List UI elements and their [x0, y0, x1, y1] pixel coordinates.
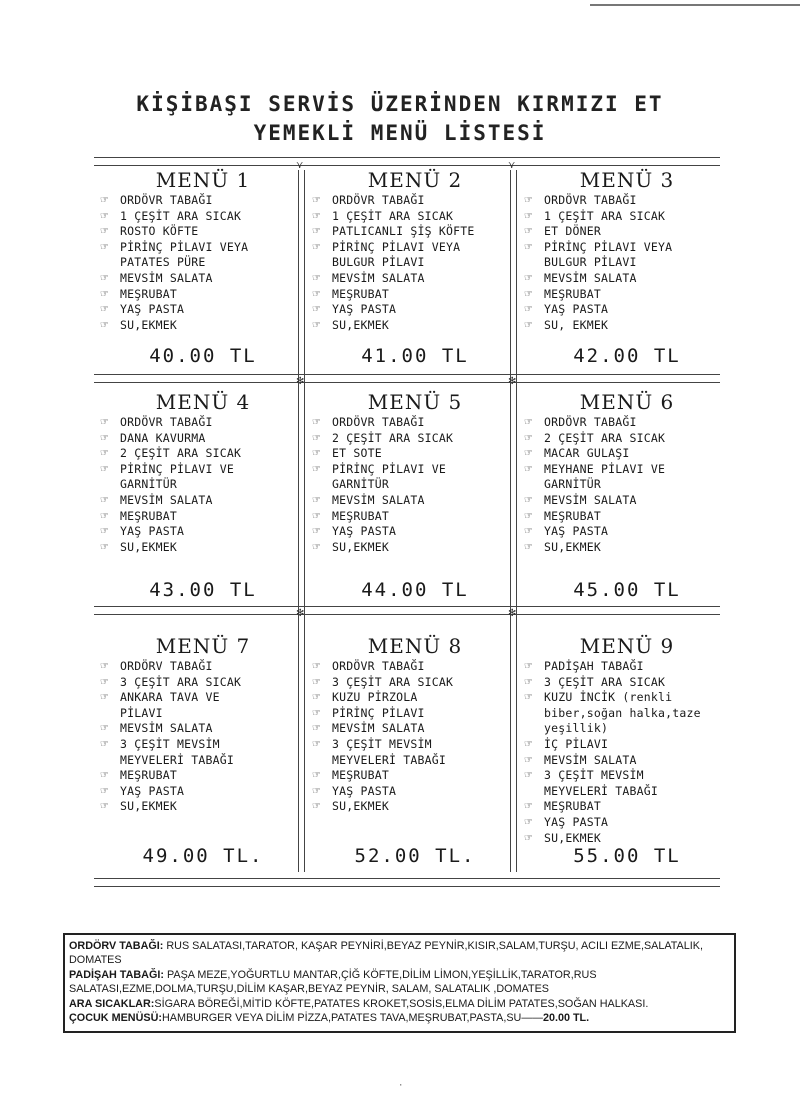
- hand-pointer-icon: ☞: [100, 692, 110, 704]
- hand-pointer-icon: ☞: [100, 210, 110, 222]
- menu-item-text: MEVSİM SALATA: [332, 270, 425, 285]
- page-mark: ·: [398, 1081, 404, 1091]
- menu-price: 41.00 TL: [361, 345, 469, 367]
- divider-row2: [94, 606, 720, 615]
- menu-item: [100, 721, 306, 737]
- ornament-icon: ⋎: [508, 160, 516, 171]
- hand-pointer-icon: ☞: [100, 319, 110, 331]
- menu-item-text: SU,EKMEK: [544, 539, 601, 554]
- menu-card-2: [312, 167, 518, 367]
- menu-item: [100, 240, 306, 271]
- menu-item: [312, 224, 518, 240]
- hand-pointer-icon: ☞: [524, 417, 534, 428]
- menu-items: [312, 193, 518, 333]
- menu-item: [524, 318, 730, 334]
- legend-label: ORDÖRV TABAĞI:: [69, 940, 164, 952]
- hand-pointer-icon: ☞: [524, 463, 534, 475]
- hand-pointer-icon: ☞: [100, 417, 110, 428]
- hand-pointer-icon: ☞: [312, 304, 322, 316]
- menu-item-text: ORDÖVR TABAĞI: [544, 415, 637, 429]
- hand-pointer-icon: ☞: [100, 226, 110, 238]
- menu-item-text: PADİŞAH TABAĞI: [544, 659, 644, 673]
- hand-pointer-icon: ☞: [524, 676, 534, 688]
- menu-item: [524, 240, 730, 271]
- legend-label: ARA SICAKLAR:: [69, 997, 155, 1010]
- menu-item-text: 3 ÇEŞİT ARA SICAK: [544, 674, 666, 689]
- menu-item: [524, 659, 730, 675]
- menu-item-text: 3 ÇEŞİT MEVSİM MEYVELERİ TABAĞI: [544, 768, 658, 798]
- hand-pointer-icon: ☞: [100, 288, 110, 300]
- legend-text: RUS SALATASI,TARATOR, KAŞAR PEYNİRİ,BEYAZ PEYNİR,KISIR,SALAM,TURŞU, ACILI EZME,SALATALIK, DOMATES: [69, 940, 703, 967]
- menu-item: [312, 271, 518, 287]
- menu-item-text: YAŞ PASTA: [332, 783, 397, 798]
- legend-ordovr: [69, 939, 730, 968]
- hand-pointer-icon: ☞: [524, 195, 534, 206]
- hand-pointer-icon: ☞: [312, 448, 322, 460]
- ornament-icon: ✻: [508, 376, 517, 387]
- menu-item-text: YAŞ PASTA: [332, 302, 397, 317]
- menu-item: [524, 509, 730, 525]
- legend-ara-sicak: [69, 997, 730, 1011]
- legend-label: ÇOCUK MENÜSÜ:: [69, 1012, 162, 1025]
- menu-item: [312, 706, 518, 722]
- menu-item-text: 1 ÇEŞİT ARA SICAK: [120, 208, 242, 223]
- hand-pointer-icon: ☞: [524, 494, 534, 506]
- menu-item-text: MEŞRUBAT: [544, 508, 601, 523]
- menu-item-text: 3 ÇEŞİT MEVSİM MEYVELERİ TABAĞI: [120, 736, 234, 767]
- menu-item: [100, 446, 306, 462]
- menu-item-text: 3 ÇEŞİT ARA SICAK: [120, 674, 242, 689]
- menu-item: [100, 224, 306, 240]
- menu-item-text: 2 ÇEŞİT ARA SICAK: [544, 430, 666, 445]
- menu-item-text: ORDÖVR TABAĞI: [332, 415, 425, 429]
- menu-price: 55.00 TL: [573, 845, 681, 867]
- hand-pointer-icon: ☞: [524, 319, 534, 331]
- menu-item: [524, 209, 730, 225]
- menu-item: [100, 509, 306, 525]
- hand-pointer-icon: ☞: [312, 707, 322, 719]
- menu-item-text: MEVSİM SALATA: [544, 270, 637, 285]
- menu-item-text: MEVSİM SALATA: [332, 492, 425, 507]
- menu-item-text: YAŞ PASTA: [544, 302, 609, 317]
- menu-title: MENÜ 6: [579, 390, 675, 414]
- menu-item: [312, 737, 518, 768]
- menu-price: 42.00 TL: [573, 345, 681, 367]
- hand-pointer-icon: ☞: [524, 226, 534, 238]
- menu-item-text: ORDÖRV TABAĞI: [120, 659, 213, 673]
- menu-title: MENÜ 1: [155, 168, 251, 192]
- menu-item-text: ORDÖVR TABAĞI: [332, 659, 425, 673]
- menu-item: [524, 287, 730, 303]
- hand-pointer-icon: ☞: [312, 319, 322, 331]
- menu-item-text: DANA KAVURMA: [120, 430, 206, 445]
- menu-item-text: PİRİNÇ PİLAVI VE GARNİTÜR: [332, 461, 446, 492]
- menu-item: [524, 302, 730, 318]
- menu-item: [524, 493, 730, 509]
- menu-item: [100, 675, 306, 691]
- menu-item-text: İÇ PİLAVI: [544, 736, 609, 751]
- menu-price: 52.00 TL.: [354, 845, 476, 867]
- menu-item-text: MEŞRUBAT: [332, 286, 389, 301]
- menu-item: [312, 318, 518, 334]
- menu-card-6: [524, 389, 730, 601]
- menu-items: [312, 659, 518, 815]
- hand-pointer-icon: ☞: [524, 661, 534, 672]
- menu-card-9: [524, 633, 730, 867]
- menu-price: 44.00 TL: [361, 579, 469, 601]
- menu-item-text: MEŞRUBAT: [332, 508, 389, 523]
- menu-item: [524, 753, 730, 769]
- menu-item: [312, 287, 518, 303]
- menu-item-text: MEŞRUBAT: [120, 508, 177, 523]
- menu-item: [524, 815, 730, 831]
- menu-item-text: SU, EKMEK: [544, 317, 609, 332]
- hand-pointer-icon: ☞: [100, 195, 110, 206]
- hand-pointer-icon: ☞: [100, 676, 110, 688]
- hand-pointer-icon: ☞: [312, 676, 322, 688]
- menu-item: [100, 415, 306, 431]
- divider-top: [94, 157, 720, 166]
- menu-item-text: ORDÖVR TABAĞI: [120, 415, 213, 429]
- menu-item: [100, 318, 306, 334]
- menu-price: 49.00 TL.: [142, 845, 264, 867]
- menu-item-text: 3 ÇEŞİT MEVSİM MEYVELERİ TABAĞI: [332, 736, 446, 767]
- menu-title: MENÜ 9: [579, 634, 675, 658]
- hand-pointer-icon: ☞: [312, 785, 322, 797]
- hand-pointer-icon: ☞: [100, 801, 110, 813]
- menu-item: [100, 209, 306, 225]
- hand-pointer-icon: ☞: [524, 738, 534, 750]
- menu-card-1: [100, 167, 306, 367]
- hand-pointer-icon: ☞: [312, 510, 322, 522]
- legend-box: [63, 933, 736, 1033]
- hand-pointer-icon: ☞: [100, 723, 110, 735]
- menu-item: [524, 415, 730, 431]
- menu-item-text: MEŞRUBAT: [120, 768, 177, 783]
- hand-pointer-icon: ☞: [312, 241, 322, 253]
- ornament-icon: ⋎: [296, 160, 304, 171]
- hand-pointer-icon: ☞: [312, 661, 322, 672]
- hand-pointer-icon: ☞: [524, 754, 534, 766]
- hand-pointer-icon: ☞: [524, 510, 534, 522]
- menu-item: [312, 509, 518, 525]
- menu-price: 43.00 TL: [149, 579, 257, 601]
- menu-title: MENÜ 4: [155, 390, 251, 414]
- menu-items: [524, 659, 730, 846]
- menu-item: [312, 768, 518, 784]
- menu-item: [100, 193, 306, 209]
- legend-text: SİGARA BÖREĞİ,MİTİD KÖFTE,PATATES KROKET,SOSİS,ELMA DİLİM PATATES,SOĞAN HALKASI.: [154, 997, 649, 1010]
- hand-pointer-icon: ☞: [312, 692, 322, 704]
- menu-item-text: ORDÖVR TABAĞI: [120, 193, 213, 207]
- menu-item: [312, 415, 518, 431]
- menu-item-text: PİRİNÇ PİLAVI VE GARNİTÜR: [120, 461, 234, 492]
- menu-item-text: MEŞRUBAT: [544, 799, 601, 814]
- menu-item-text: PATLICANLI ŞİŞ KÖFTE: [332, 224, 475, 239]
- menu-card-7: [100, 633, 306, 867]
- hand-pointer-icon: ☞: [100, 463, 110, 475]
- menu-item: [100, 690, 306, 721]
- menu-item-text: PİRİNÇ PİLAVI: [332, 705, 425, 720]
- hand-pointer-icon: ☞: [312, 432, 322, 444]
- menu-item: [312, 431, 518, 447]
- menu-item-text: MEVSİM SALATA: [120, 270, 213, 285]
- menu-item: [100, 271, 306, 287]
- menu-title: MENÜ 8: [367, 634, 463, 658]
- menu-item: [524, 540, 730, 556]
- menu-item-text: 2 ÇEŞİT ARA SICAK: [120, 446, 242, 461]
- hand-pointer-icon: ☞: [312, 541, 322, 553]
- hand-pointer-icon: ☞: [524, 526, 534, 538]
- menu-item: [100, 524, 306, 540]
- menu-title: MENÜ 3: [579, 168, 675, 192]
- ornament-icon: ✻: [296, 376, 305, 387]
- hand-pointer-icon: ☞: [100, 448, 110, 460]
- menu-item-text: PİRİNÇ PİLAVI VEYA BULGUR PİLAVI: [332, 239, 461, 270]
- menu-item-text: MEVSİM SALATA: [120, 721, 213, 736]
- hand-pointer-icon: ☞: [312, 195, 322, 206]
- menu-item-text: 2 ÇEŞİT ARA SICAK: [332, 430, 454, 445]
- menu-card-5: [312, 389, 518, 601]
- legend-cocuk: [69, 1011, 730, 1025]
- menu-item: [312, 799, 518, 815]
- hand-pointer-icon: ☞: [524, 770, 534, 782]
- hand-pointer-icon: ☞: [100, 785, 110, 797]
- menu-item: [100, 431, 306, 447]
- menu-item: [312, 675, 518, 691]
- menu-price: 40.00 TL: [149, 345, 257, 367]
- hand-pointer-icon: ☞: [312, 288, 322, 300]
- menu-item-text: 1 ÇEŞİT ARA SICAK: [544, 208, 666, 223]
- menu-item: [312, 659, 518, 675]
- menu-item-text: KUZU İNCİK (renkli biber,soğan halka,taze yeşillik): [544, 690, 701, 736]
- menu-item: [100, 799, 306, 815]
- menu-item-text: SU,EKMEK: [120, 317, 177, 332]
- hand-pointer-icon: ☞: [312, 463, 322, 475]
- menu-item: [312, 302, 518, 318]
- menu-item-text: 3 ÇEŞİT ARA SICAK: [332, 674, 454, 689]
- menu-item: [100, 784, 306, 800]
- menu-item: [312, 493, 518, 509]
- scan-mark: [590, 4, 800, 6]
- menu-item-text: ANKARA TAVA VE PİLAVI: [120, 690, 220, 720]
- hand-pointer-icon: ☞: [312, 526, 322, 538]
- hand-pointer-icon: ☞: [100, 661, 110, 672]
- menu-item: [100, 659, 306, 675]
- menu-items: [312, 415, 518, 555]
- hand-pointer-icon: ☞: [312, 801, 322, 813]
- menu-item-text: YAŞ PASTA: [120, 302, 185, 317]
- hand-pointer-icon: ☞: [312, 226, 322, 238]
- menu-item: [524, 831, 730, 847]
- hand-pointer-icon: ☞: [312, 210, 322, 222]
- menu-item-text: YAŞ PASTA: [544, 814, 609, 829]
- ornament-icon: ✻: [508, 608, 517, 619]
- menu-item-text: MEVSİM SALATA: [332, 721, 425, 736]
- menu-items: [524, 193, 730, 333]
- hand-pointer-icon: ☞: [100, 241, 110, 253]
- menu-card-4: [100, 389, 306, 601]
- menu-item: [524, 446, 730, 462]
- menu-items: [524, 415, 730, 555]
- menu-item: [524, 224, 730, 240]
- menu-item-text: YAŞ PASTA: [544, 524, 609, 539]
- hand-pointer-icon: ☞: [524, 801, 534, 813]
- menu-title: MENÜ 2: [367, 168, 463, 192]
- menu-item: [524, 768, 730, 799]
- menu-item: [524, 799, 730, 815]
- hand-pointer-icon: ☞: [524, 432, 534, 444]
- legend-text: HAMBURGER VEYA DİLİM PİZZA,PATATES TAVA,MEŞRUBAT,PASTA,SU——: [161, 1012, 543, 1025]
- menu-item-text: ORDÖVR TABAĞI: [332, 193, 425, 207]
- menu-item: [524, 524, 730, 540]
- menu-item: [312, 446, 518, 462]
- menu-item: [312, 721, 518, 737]
- hand-pointer-icon: ☞: [100, 432, 110, 444]
- hand-pointer-icon: ☞: [100, 272, 110, 284]
- hand-pointer-icon: ☞: [524, 832, 534, 844]
- menu-item-text: YAŞ PASTA: [120, 524, 185, 539]
- menu-item-text: SU,EKMEK: [332, 539, 389, 554]
- menu-item: [100, 737, 306, 768]
- hand-pointer-icon: ☞: [100, 738, 110, 750]
- menu-card-3: [524, 167, 730, 367]
- menu-price: 45.00 TL: [573, 579, 681, 601]
- hand-pointer-icon: ☞: [100, 770, 110, 782]
- menu-item: [312, 540, 518, 556]
- hand-pointer-icon: ☞: [100, 541, 110, 553]
- menu-item: [524, 737, 730, 753]
- menu-items: [100, 193, 306, 333]
- menu-item: [524, 462, 730, 493]
- legend-label: PADİŞAH TABAĞI:: [69, 968, 164, 981]
- hand-pointer-icon: ☞: [312, 723, 322, 735]
- menu-item: [100, 540, 306, 556]
- menu-item-text: MEYHANE PİLAVI VE GARNİTÜR: [544, 461, 666, 492]
- hand-pointer-icon: ☞: [524, 816, 534, 828]
- menu-item-text: ORDÖVR TABAĞI: [544, 193, 637, 207]
- menu-item-text: SU,EKMEK: [332, 317, 389, 332]
- hand-pointer-icon: ☞: [524, 272, 534, 284]
- menu-card-8: [312, 633, 518, 867]
- divider-row1: [94, 374, 720, 383]
- menu-items: [100, 415, 306, 555]
- menu-item-text: 1 ÇEŞİT ARA SICAK: [332, 208, 454, 223]
- menu-item: [312, 690, 518, 706]
- hand-pointer-icon: ☞: [312, 272, 322, 284]
- hand-pointer-icon: ☞: [312, 494, 322, 506]
- page-title-line2: YEMEKLİ MENÜ LİSTESİ: [253, 121, 547, 145]
- menu-item: [524, 675, 730, 691]
- menu-item-text: ET SOTE: [332, 446, 382, 461]
- menu-item-text: YAŞ PASTA: [120, 783, 185, 798]
- legend-padisah: [69, 968, 730, 997]
- menu-item-text: PİRİNÇ PİLAVI VEYA BULGUR PİLAVI: [544, 239, 673, 270]
- menu-item: [100, 768, 306, 784]
- menu-item-text: MACAR GULAŞI: [544, 446, 630, 461]
- menu-item: [312, 462, 518, 493]
- legend-text: PAŞA MEZE,YOĞURTLU MANTAR,ÇİĞ KÖFTE,DİLİM LİMON,YEŞİLLİK,TARATOR,RUS SALATASI,EZME,DOLMA,TURŞU,DİLİM KAŞAR,BEYAZ PEYNİR, SALAM, SALATALIK ,DOMATES: [69, 968, 597, 996]
- menu-item-text: SU,EKMEK: [544, 830, 601, 845]
- menu-item: [100, 462, 306, 493]
- menu-item: [524, 431, 730, 447]
- menu-item-text: MEŞRUBAT: [120, 286, 177, 301]
- menu-title: MENÜ 5: [367, 390, 463, 414]
- hand-pointer-icon: ☞: [524, 692, 534, 704]
- kids-menu-price: 20.00 TL.: [542, 1012, 590, 1025]
- menu-item-text: ROSTO KÖFTE: [120, 224, 199, 239]
- menu-item-text: SU,EKMEK: [332, 799, 389, 814]
- menu-item-text: PİRİNÇ PİLAVI VEYA PATATES PÜRE: [120, 239, 249, 270]
- hand-pointer-icon: ☞: [312, 738, 322, 750]
- menu-item: [524, 271, 730, 287]
- menu-item: [524, 193, 730, 209]
- menu-item: [312, 240, 518, 271]
- menu-item-text: MEVSİM SALATA: [120, 492, 213, 507]
- menu-item-text: ET DÖNER: [544, 224, 601, 239]
- menu-item-text: SU,EKMEK: [120, 539, 177, 554]
- page-title-line1: KİŞİBAŞI SERVİS ÜZERİNDEN KIRMIZI ET: [136, 92, 664, 116]
- hand-pointer-icon: ☞: [524, 210, 534, 222]
- menu-item-text: KUZU PİRZOLA: [332, 690, 418, 705]
- menu-title: MENÜ 7: [155, 634, 251, 658]
- hand-pointer-icon: ☞: [524, 304, 534, 316]
- menu-item: [312, 209, 518, 225]
- menu-item: [312, 524, 518, 540]
- ornament-icon: ✻: [296, 608, 305, 619]
- hand-pointer-icon: ☞: [312, 417, 322, 428]
- menu-item-text: YAŞ PASTA: [332, 524, 397, 539]
- hand-pointer-icon: ☞: [524, 241, 534, 253]
- divider-bottom: [94, 878, 720, 887]
- menu-items: [100, 659, 306, 815]
- menu-item: [312, 193, 518, 209]
- hand-pointer-icon: ☞: [100, 526, 110, 538]
- hand-pointer-icon: ☞: [524, 541, 534, 553]
- menu-item: [100, 302, 306, 318]
- menu-item: [312, 784, 518, 800]
- hand-pointer-icon: ☞: [524, 288, 534, 300]
- hand-pointer-icon: ☞: [100, 510, 110, 522]
- menu-item-text: MEVSİM SALATA: [544, 752, 637, 767]
- menu-item-text: MEVSİM SALATA: [544, 492, 637, 507]
- menu-item: [100, 287, 306, 303]
- menu-item: [100, 493, 306, 509]
- hand-pointer-icon: ☞: [100, 494, 110, 506]
- menu-item: [524, 690, 730, 737]
- hand-pointer-icon: ☞: [312, 770, 322, 782]
- menu-item-text: SU,EKMEK: [120, 799, 177, 814]
- menu-item-text: MEŞRUBAT: [332, 768, 389, 783]
- menu-item-text: MEŞRUBAT: [544, 286, 601, 301]
- hand-pointer-icon: ☞: [524, 448, 534, 460]
- hand-pointer-icon: ☞: [100, 304, 110, 316]
